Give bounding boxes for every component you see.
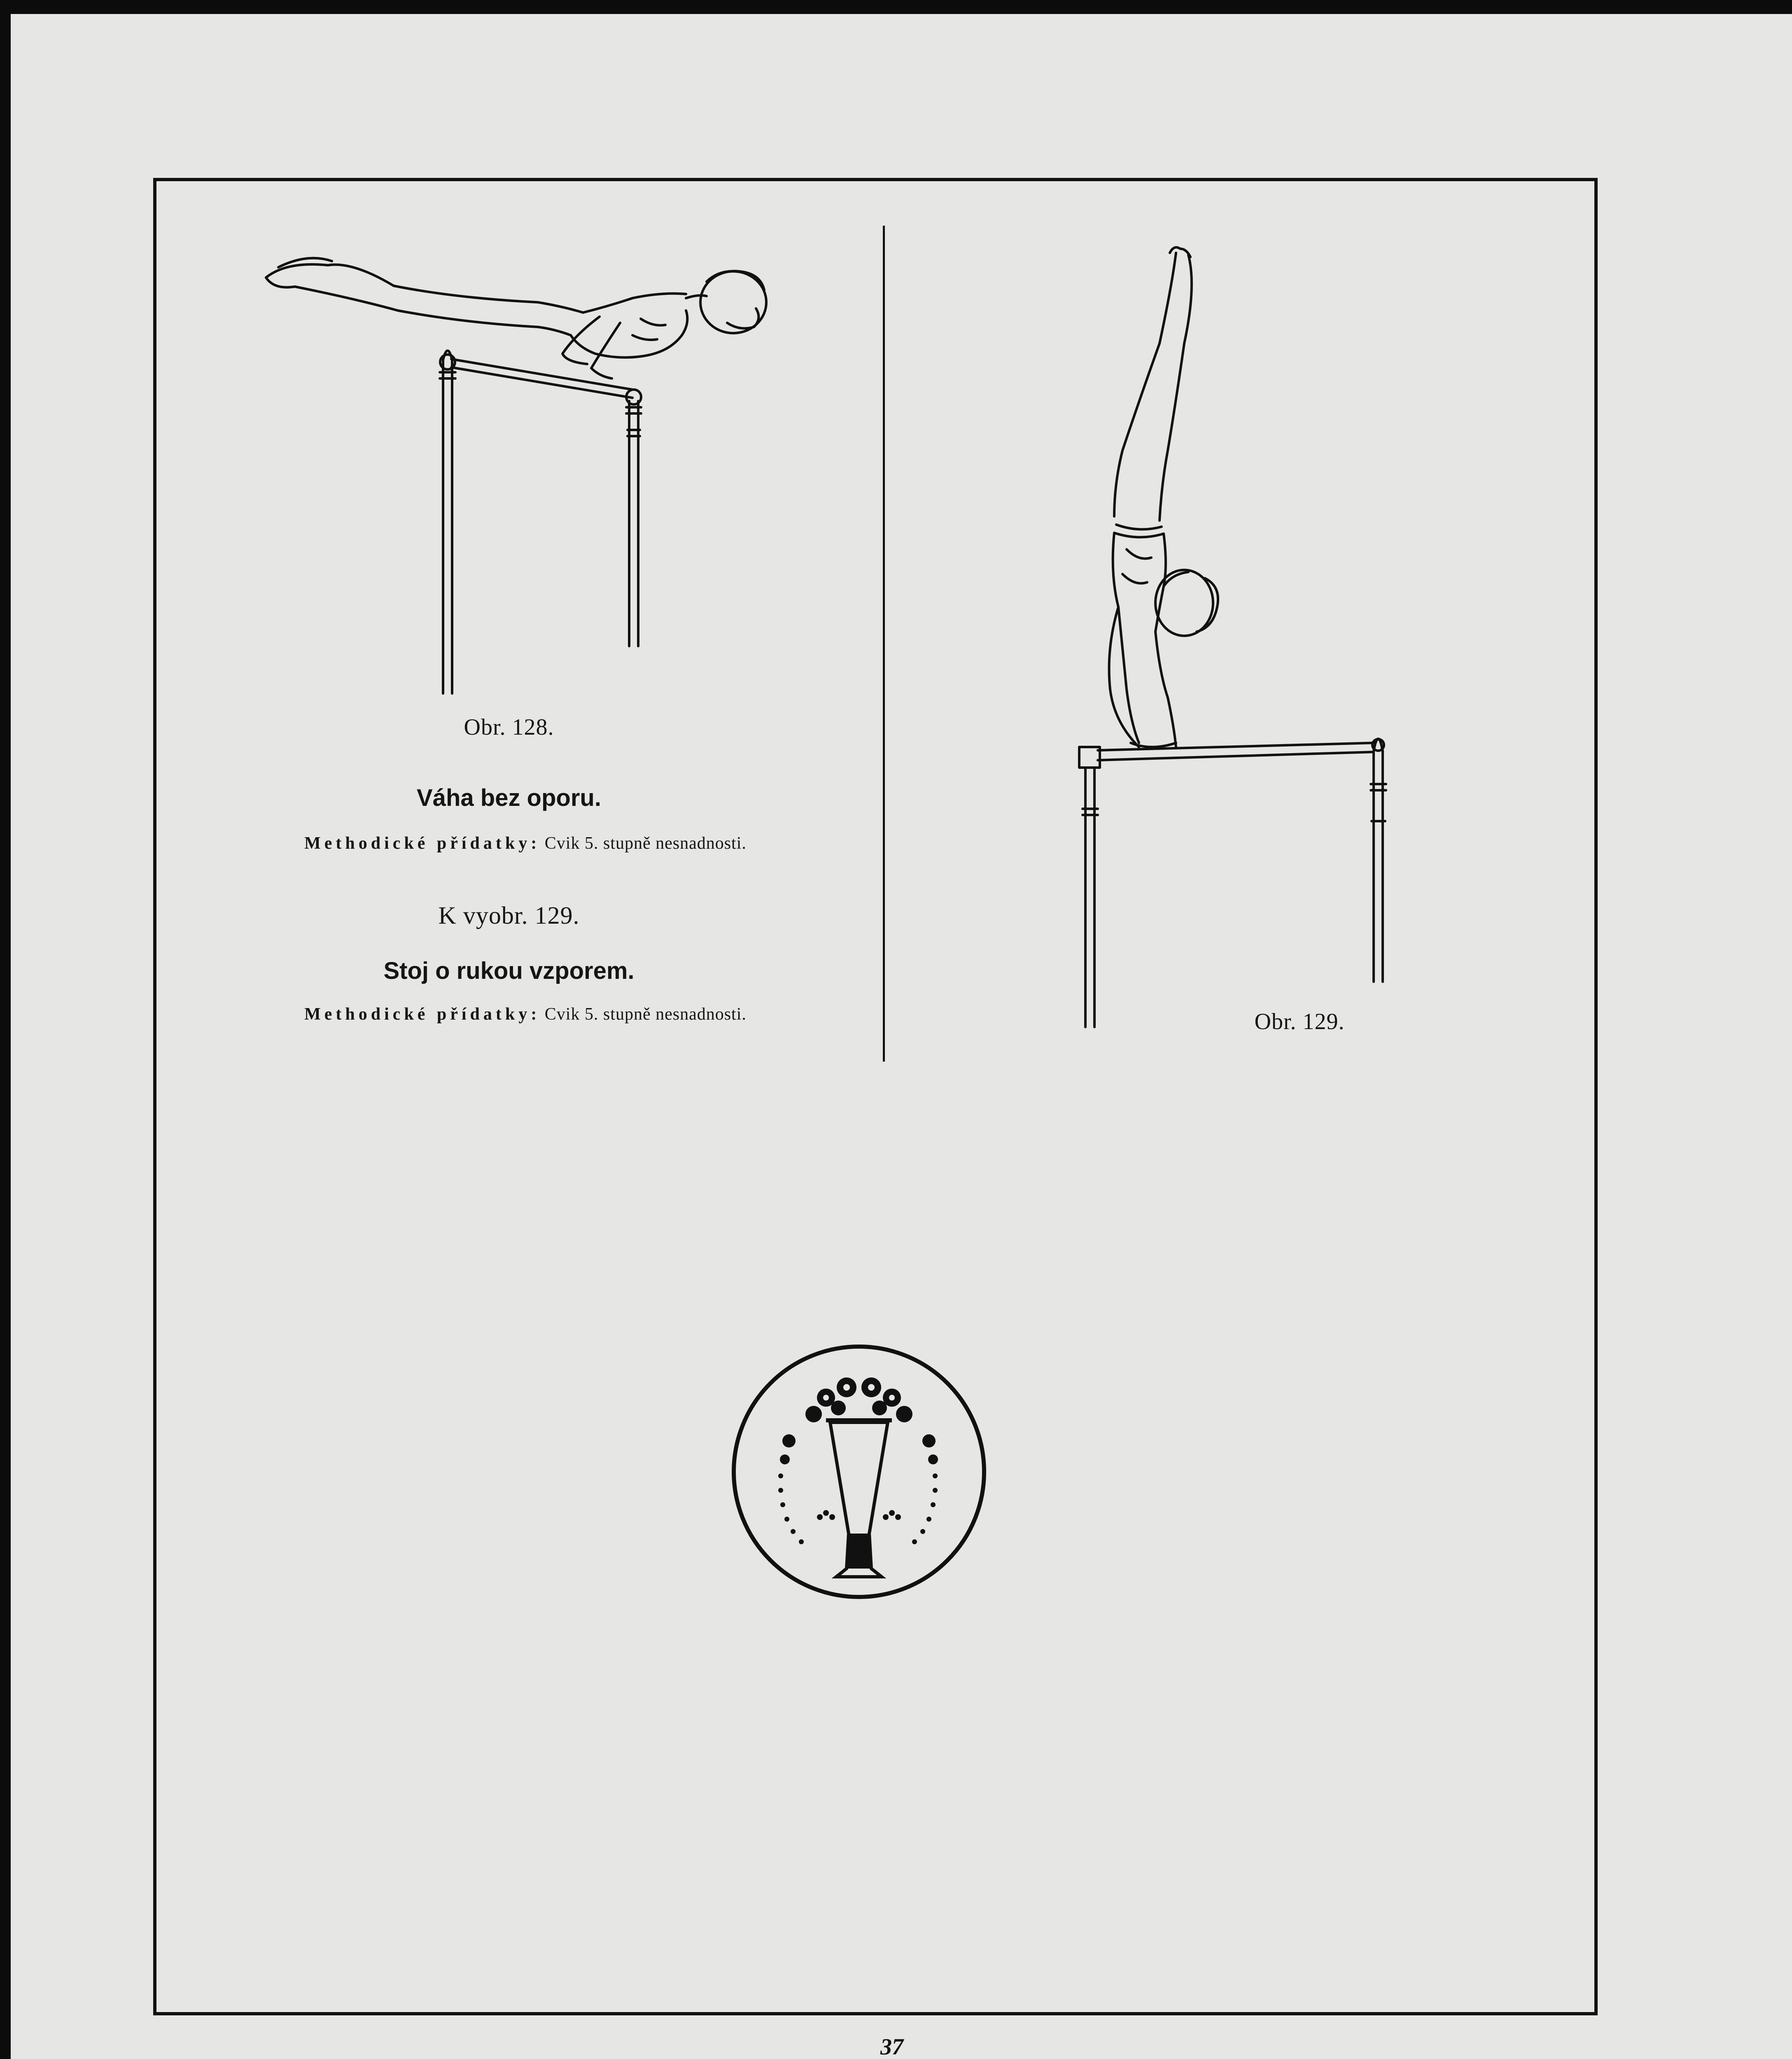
- figure-128-note: [217, 833, 834, 853]
- figure-129-illustration: [1057, 236, 1411, 1031]
- page-number: 37: [880, 2034, 903, 2059]
- figure-129-reference: K vyobr. 129.: [438, 902, 580, 929]
- figure-128-note-text: Cvik 5. stupně nesnadnosti.: [544, 834, 747, 853]
- figure-129-note: [217, 1004, 834, 1024]
- figure-129-note-text: Cvik 5. stupně nesnadnosti.: [544, 1005, 747, 1024]
- figure-128-caption: Obr. 128.: [464, 714, 554, 740]
- figure-128-note-label: Methodické přídatky:: [304, 834, 541, 853]
- column-divider: [883, 226, 885, 1062]
- figure-129-note-label: Methodické přídatky:: [304, 1005, 541, 1024]
- vase-vignette-ornament: [727, 1340, 991, 1604]
- figure-128-title: Váha bez oporu.: [417, 784, 601, 811]
- figure-128-illustration: [250, 236, 785, 702]
- page-sheet: [11, 14, 1792, 2059]
- figure-129-title: Stoj o rukou vzporem.: [383, 957, 635, 984]
- figure-129-caption: Obr. 129.: [1254, 1009, 1345, 1034]
